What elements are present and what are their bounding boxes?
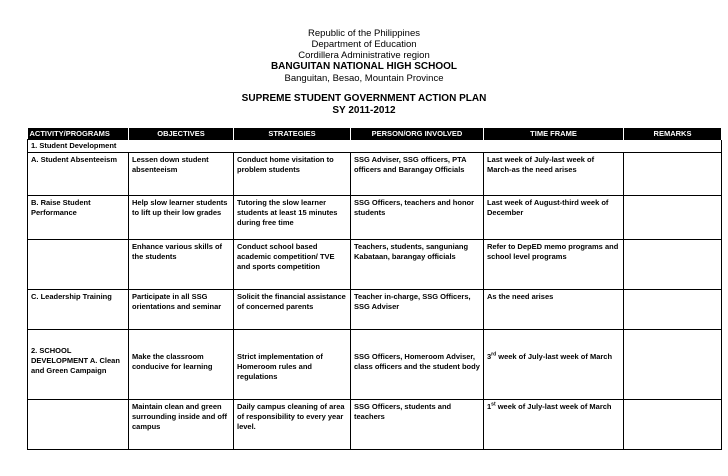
cell-strategies: Conduct home visitation to problem students [234, 153, 351, 196]
cell-strategies: Conduct school based academic competition/ TVE and sports competition [234, 240, 351, 290]
document-header [0, 28, 728, 117]
time-frame-number: 1 [487, 402, 492, 411]
school-development-activity: 2. SCHOOL DEVELOPMENT A. Clean and Green Campaign [31, 346, 120, 375]
cell-activity [28, 330, 129, 400]
cell-persons: SSG Officers, teachers and honor students [351, 196, 484, 240]
table-row [28, 196, 722, 240]
time-frame-rest: week of July-last week of March [496, 352, 613, 361]
cell-time-frame [484, 330, 624, 400]
table-row [28, 290, 722, 330]
col-header-time-frame: TIME FRAME [484, 128, 624, 140]
cell-persons: Teacher in-charge, SSG Officers, SSG Adviser [351, 290, 484, 330]
cell-strategies: Daily campus cleaning of area of responsibility to every year level. [234, 400, 351, 450]
table-header-row [28, 128, 722, 140]
cell-objectives [129, 330, 234, 400]
col-header-strategies: STRATEGIES [234, 128, 351, 140]
cell-objectives: Maintain clean and green surrounding inside and off campus [129, 400, 234, 450]
cell-strategies: Solicit the financial assistance of concerned parents [234, 290, 351, 330]
section-student-development: 1. Student Development [28, 140, 722, 153]
cell-objectives: Enhance various skills of the students [129, 240, 234, 290]
cell-remarks [624, 196, 722, 240]
cell-remarks [624, 400, 722, 450]
cell-strategies [234, 330, 351, 400]
department-line: Department of Education [311, 39, 417, 50]
cell-persons: SSG Officers, students and teachers [351, 400, 484, 450]
col-header-activity: ACTIVITY/PROGRAMS [28, 128, 129, 140]
section-row [28, 140, 722, 153]
time-frame-rest: week of July-last week of March [495, 402, 612, 411]
cell-objectives: Lessen down student absenteeism [129, 153, 234, 196]
cell-activity: A. Student Absenteeism [28, 153, 129, 196]
cell-activity [28, 400, 129, 450]
time-frame-number: 3 [487, 352, 492, 361]
republic-line: Republic of the Philippines [308, 28, 420, 39]
cell-time-frame [484, 400, 624, 450]
time-frame-ordinal: rd [491, 351, 497, 358]
cell-persons: SSG Adviser, SSG officers, PTA officers and Barangay Officials [351, 153, 484, 196]
cell-time-frame: Refer to DepED memo programs and school level programs [484, 240, 624, 290]
col-header-remarks: REMARKS [624, 128, 722, 140]
table-row [28, 400, 722, 450]
cell-activity: C. Leadership Training [28, 290, 129, 330]
plan-title: SUPREME STUDENT GOVERNMENT ACTION PLAN [241, 93, 487, 104]
action-plan-table [27, 128, 722, 450]
table-row [28, 330, 722, 400]
cell-objectives: Help slow learner students to lift up their low grades [129, 196, 234, 240]
cell-time-frame: Last week of July-last week of March-as the need arises [484, 153, 624, 196]
time-frame-ordinal: st [491, 401, 496, 408]
cell-remarks [624, 240, 722, 290]
cell-persons: Teachers, students, sanguniang Kabataan, barangay officials [351, 240, 484, 290]
school-name: BANGUITAN NATIONAL HIGH SCHOOL [270, 61, 458, 72]
school-year: SY 2011-2012 [332, 105, 396, 116]
table-row [28, 240, 722, 290]
cell-strategies: Tutoring the slow learner students at least 15 minutes during free time [234, 196, 351, 240]
school-address: Banguitan, Besao, Mountain Province [284, 73, 444, 84]
col-header-objectives: OBJECTIVES [129, 128, 234, 140]
cell-time-frame: Last week of August-third week of December [484, 196, 624, 240]
region-line: Cordillera Administrative region [298, 50, 430, 61]
cell-activity: B. Raise Student Performance [28, 196, 129, 240]
cell-time-frame: As the need arises [484, 290, 624, 330]
cell-activity [28, 240, 129, 290]
cell-remarks [624, 290, 722, 330]
cell-objectives: Participate in all SSG orientations and seminar [129, 290, 234, 330]
cell-remarks [624, 153, 722, 196]
table-row [28, 153, 722, 196]
persons-text: SSG Officers, Homeroom Adviser, class officers and the student body [354, 352, 480, 371]
objectives-text: Make the classroom conducive for learning [132, 352, 213, 371]
cell-remarks [624, 330, 722, 400]
strategies-text: Strict implementation of Homeroom rules and regulations [237, 352, 323, 381]
cell-persons [351, 330, 484, 400]
col-header-persons: PERSON/ORG INVOLVED [351, 128, 484, 140]
